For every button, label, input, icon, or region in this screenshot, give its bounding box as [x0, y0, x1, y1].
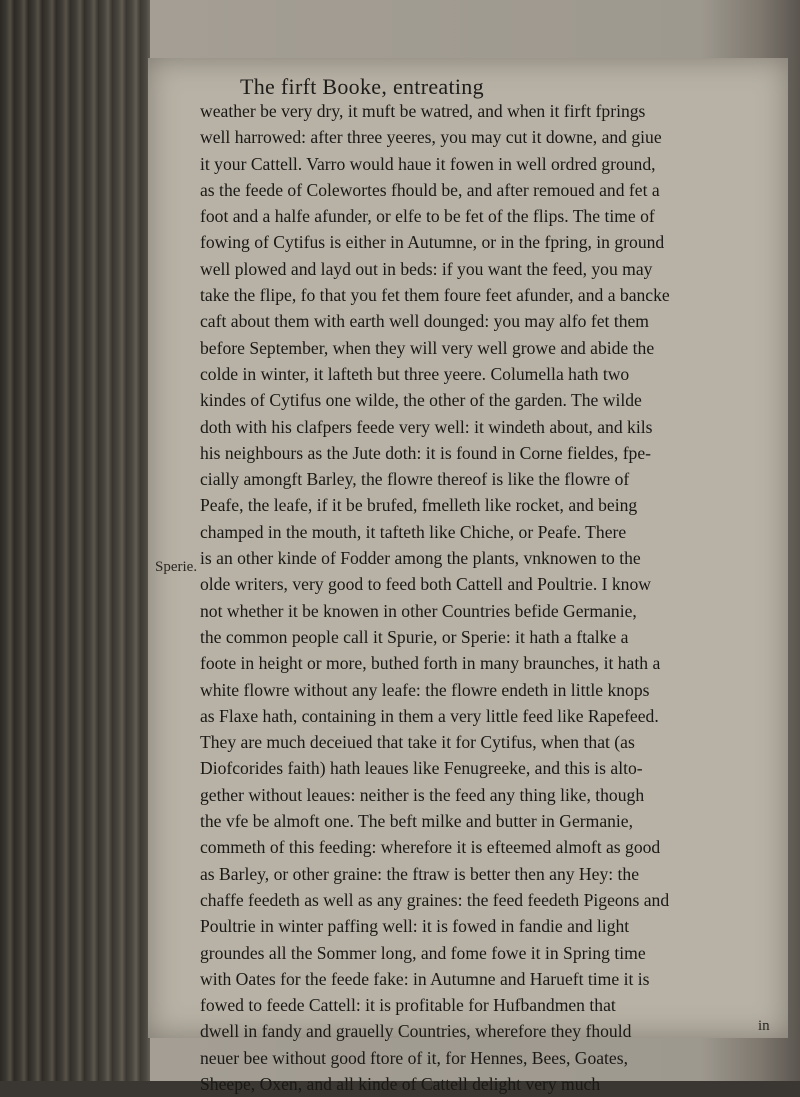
text-line: They are much deceiued that take it for Cytifus, when that (as — [200, 732, 635, 753]
text-line: olde writers, very good to feed both Cattell and Poultrie. I know — [200, 574, 651, 595]
text-line: his neighbours as the Jute doth: it is found in Corne fieldes, fpe- — [200, 442, 652, 463]
text-line: well plowed and layd out in beds: if you want the feed, you may — [200, 258, 653, 279]
text-line: foote in height or more, buthed forth in many braunches, it hath a — [200, 653, 661, 674]
text-line: kindes of Cytifus one wilde, the other of the garden. The wilde — [200, 390, 642, 411]
text-line: caft about them with earth well dounged: you may alfo fet them — [200, 311, 649, 332]
text-line: dwell in fandy and grauelly Countries, wherefore they fhould — [200, 1021, 632, 1042]
text-line: take the flipe, fo that you fet them foure feet afunder, and a bancke — [200, 285, 670, 306]
text-line: champed in the mouth, it tafteth like Chiche, or Peafe. There — [200, 521, 627, 542]
text-line: the vfe be almoft one. The beft milke and butter in Germanie, — [200, 811, 634, 832]
running-title: The firft Booke, entreating — [240, 74, 484, 99]
text-line: as Barley, or other graine: the ftraw is better then any Hey: the — [200, 863, 640, 884]
text-line: before September, when they will very well growe and abide the — [200, 337, 655, 358]
text-line: commeth of this feeding: wherefore it is efteemed almoft as good — [200, 837, 661, 858]
book-binding — [0, 0, 150, 1081]
text-line: Sheepe, Oxen, and all kinde of Cattell delight very much — [200, 1073, 601, 1094]
text-line: colde in winter, it lafteth but three yeere. Columella hath two — [200, 363, 630, 384]
text-line: weather be very dry, it muft be watred, and when it firft fprings — [200, 101, 646, 121]
margin-note: Sperie. — [155, 559, 198, 575]
text-line: white flowre without any leafe: the flowre endeth in little knops — [200, 679, 650, 700]
text-line: foot and a halfe afunder, or elfe to be fet of the flips. The time of — [200, 206, 655, 227]
text-line: the common people call it Spurie, or Sperie: it hath a ftalke a — [200, 626, 629, 647]
text-line: neuer bee without good ftore of it, for Hennes, Bees, Goates, — [200, 1047, 628, 1068]
text-line: with Oates for the feede fake: in Autumne and Harueft time it is — [200, 968, 650, 989]
text-line: cially amongft Barley, the flowre thereof is like the flowre of — [200, 469, 630, 490]
catchword: in — [758, 1018, 770, 1034]
text-line: as Flaxe hath, containing in them a very little feed like Rapefeed. — [200, 705, 659, 726]
text-line: fowed to feede Cattell: it is profitable for Hufbandmen that — [200, 995, 616, 1016]
text-line: groundes all the Sommer long, and fome fowe it in Spring time — [200, 942, 646, 963]
text-line: Poultrie in winter paffing well: it is fowed in fandie and light — [200, 916, 630, 937]
text-line: well harrowed: after three yeeres, you may cut it downe, and giue — [200, 127, 662, 148]
text-line: gether without leaues: neither is the feed any thing like, though — [200, 784, 645, 805]
body-text — [200, 98, 786, 1097]
text-line: doth with his clafpers feede very well: it windeth about, and kils — [200, 416, 653, 437]
text-line: Peafe, the leafe, if it be brufed, fmelleth like rocket, and being — [200, 495, 638, 516]
text-line: as the feede of Colewortes fhould be, and after remoued and fet a — [200, 179, 660, 200]
text-line: fowing of Cytifus is either in Autumne, or in the fpring, in ground — [200, 232, 665, 253]
text-line: not whether it be knowen in other Countries befide Germanie, — [200, 600, 637, 621]
text-line: Diofcorides faith) hath leaues like Fenugreeke, and this is alto- — [200, 758, 643, 779]
text-line: is an other kinde of Fodder among the plants, vnknowen to the — [200, 548, 641, 569]
text-line: chaffe feedeth as well as any graines: the feed feedeth Pigeons and — [200, 889, 670, 910]
text-line: it your Cattell. Varro would haue it fowen in well ordred ground, — [200, 153, 656, 174]
